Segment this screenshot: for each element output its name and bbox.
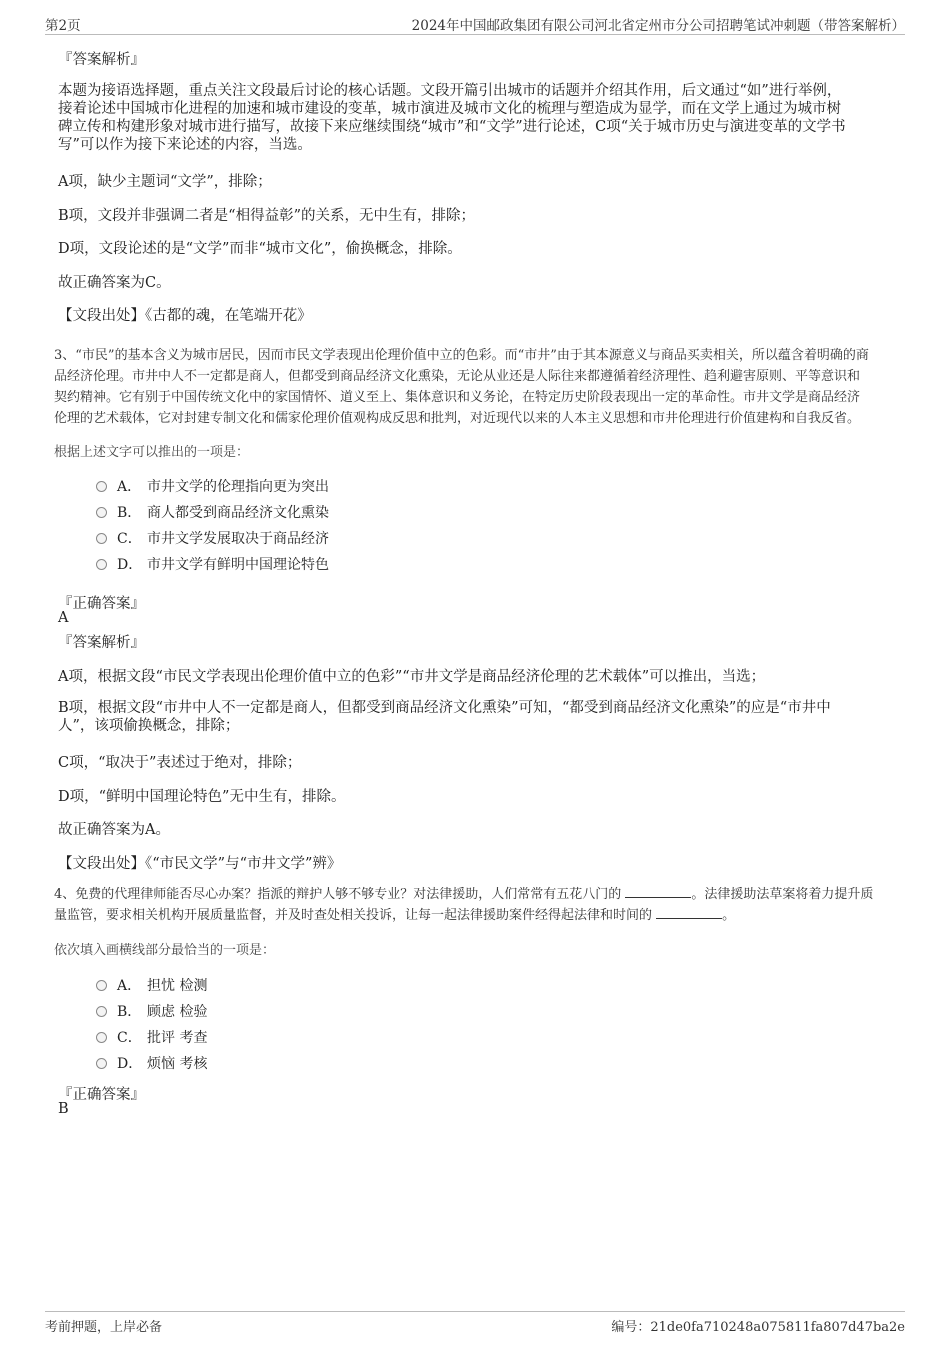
radio-icon[interactable]: [96, 507, 107, 518]
q3-line: 伦理的艺术载体，它对封建专制文化和儒家伦理价值观构成反思和批判，对近现代以来的人本主义思想和市井伦理进行价值建构和自我反省。: [54, 411, 861, 426]
q2-conclusion: 故正确答案为C。: [58, 275, 171, 291]
option-letter: B．: [117, 505, 142, 521]
q2-analysis-line: 本题为接语选择题，重点关注文段最后讨论的核心话题。文段开篇引出城市的话题并介绍其作用，后文通过“如”进行举例，: [58, 83, 842, 99]
option-letter: A．: [117, 479, 142, 495]
q4-option-b[interactable]: [96, 1001, 207, 1021]
radio-icon[interactable]: [96, 1032, 107, 1043]
q3-option-b[interactable]: [96, 502, 329, 522]
option-text: 市井文学有鲜明中国理论特色: [147, 557, 329, 573]
option-text: 顾虑 检验: [147, 1004, 208, 1020]
q3-option-b-line: 人”，该项偷换概念，排除；: [58, 718, 240, 734]
radio-icon[interactable]: [96, 1058, 107, 1069]
fill-blank-1: [625, 885, 691, 898]
option-text: 批评 考查: [147, 1030, 208, 1046]
q3-answer-label: 『正确答案』: [58, 596, 145, 612]
radio-icon[interactable]: [96, 980, 107, 991]
option-text: 商人都受到商品经济文化熏染: [147, 505, 329, 521]
q4-answer: B: [58, 1101, 69, 1117]
q3-question-text: [54, 345, 894, 429]
option-letter: D．: [117, 557, 143, 573]
q2-option-d-note: D项，文段论述的是“文学”而非“城市文化”，偷换概念，排除。: [58, 241, 462, 257]
q3-option-b-note: [58, 699, 888, 735]
radio-icon[interactable]: [96, 533, 107, 544]
q3-option-b-line: B项，根据文段“市井中人不一定都是商人，但都受到商品经济文化熏染”可知，“都受到商品经济文化熏染”的应是“市井中: [58, 700, 831, 716]
q2-option-a-note: A项，缺少主题词“文学”，排除；: [58, 174, 272, 190]
q2-analysis-line: 碑立传和构建形象对城市进行描写，故接下来应继续围绕“城市”和“文学”进行论述，C项“关于城市历史与演进变革的文学书: [58, 119, 846, 135]
option-text: 市井文学发展取决于商品经济: [147, 531, 329, 547]
q2-analysis-text: [58, 82, 888, 154]
q4-line-1: [54, 884, 894, 905]
document-title: 2024年中国邮政集团有限公司河北省定州市分公司招聘笔试冲刺题（带答案解析）: [411, 18, 905, 34]
q3-option-d[interactable]: [96, 554, 329, 574]
q2-source: 【文段出处】《古都的魂，在笔端开花》: [58, 308, 312, 324]
radio-icon[interactable]: [96, 559, 107, 570]
option-text: 市井文学的伦理指向更为突出: [147, 479, 329, 495]
q3-conclusion: 故正确答案为A。: [58, 822, 170, 838]
q4-option-c[interactable]: [96, 1027, 207, 1047]
q2-analysis-label: 『答案解析』: [58, 52, 145, 68]
radio-icon[interactable]: [96, 481, 107, 492]
option-text: 烦恼 考核: [147, 1056, 208, 1072]
q4-question-text: [54, 884, 894, 926]
q4-line-1-start: 4、免费的代理律师能否尽心办案？指派的辩护人够不够专业？对法律援助，人们常常有五花八门的: [54, 887, 622, 902]
footer-slogan: 考前押题，上岸必备: [45, 1320, 163, 1335]
q2-analysis-line: 写”可以作为接下来论述的内容，当选。: [58, 137, 312, 153]
q3-answer: A: [58, 610, 69, 626]
page-footer: [45, 1311, 905, 1339]
fill-blank-2: [656, 906, 722, 919]
q2-analysis-line: 接着论述中国城市化进程的加速和城市建设的变革，城市演进及城市文化的梳理与塑造成为显学，而在文学上通过为城市树: [58, 101, 841, 117]
q3-analysis-label: 『答案解析』: [58, 635, 145, 651]
option-letter: D．: [117, 1056, 143, 1072]
q4-line-1-end: 。法律援助法草案将着力提升质: [691, 887, 874, 902]
option-letter: C．: [117, 1030, 142, 1046]
q3-option-c-note: C项，“取决于”表述过于绝对，排除；: [58, 755, 302, 771]
q4-answer-label: 『正确答案』: [58, 1087, 145, 1103]
q3-option-a-note: A项，根据文段“市民文学表现出伦理价值中立的色彩”“市井文学是商品经济伦理的艺术载体”可以推出，当选；: [58, 669, 766, 685]
option-letter: A．: [117, 978, 142, 994]
page-header: [45, 14, 905, 35]
q3-option-a[interactable]: [96, 476, 329, 496]
q3-option-c[interactable]: [96, 528, 329, 548]
q4-line-2: [54, 905, 894, 926]
q3-source: 【文段出处】《“市民文学”与“市井文学”辨》: [58, 856, 342, 872]
radio-icon[interactable]: [96, 1006, 107, 1017]
q4-option-d[interactable]: [96, 1053, 207, 1073]
option-letter: B．: [117, 1004, 142, 1020]
option-text: 担忧 检测: [147, 978, 208, 994]
q4-prompt: 依次填入画横线部分最恰当的一项是：: [54, 943, 276, 958]
q3-prompt: 根据上述文字可以推出的一项是：: [54, 445, 250, 460]
q3-line: 3、“市民”的基本含义为城市居民，因而市民文学表现出伦理价值中立的色彩。而“市井”由于其本源意义与商品买卖相关，所以蕴含着明确的商: [54, 348, 869, 363]
q2-option-b-note: B项，文段并非强调二者是“相得益彰”的关系，无中生有，排除；: [58, 208, 475, 224]
q4-option-a[interactable]: [96, 975, 207, 995]
page-number: 第2页: [45, 18, 81, 34]
q3-option-d-note: D项，“鲜明中国理论特色”无中生有，排除。: [58, 789, 346, 805]
q3-line: 契约精神。它有别于中国传统文化中的家国情怀、道义至上、集体意识和义务论，在特定历史阶段表现出一定的革命性。市井文学是商品经济: [54, 390, 861, 405]
footer-serial: 编号：21de0fa710248a075811fa807d47ba2e: [611, 1320, 905, 1335]
q4-line-2-end: 。: [722, 908, 736, 923]
q3-line: 品经济伦理。市井中人不一定都是商人，但都受到商品经济文化熏染，无论从业还是人际往来都遵循着经济理性、趋利避害原则、平等意识和: [54, 369, 861, 384]
option-letter: C．: [117, 531, 142, 547]
q4-line-2-start: 量监管，要求相关机构开展质量监督，并及时查处相关投诉，让每一起法律援助案件经得起法律和时间的: [54, 908, 653, 923]
